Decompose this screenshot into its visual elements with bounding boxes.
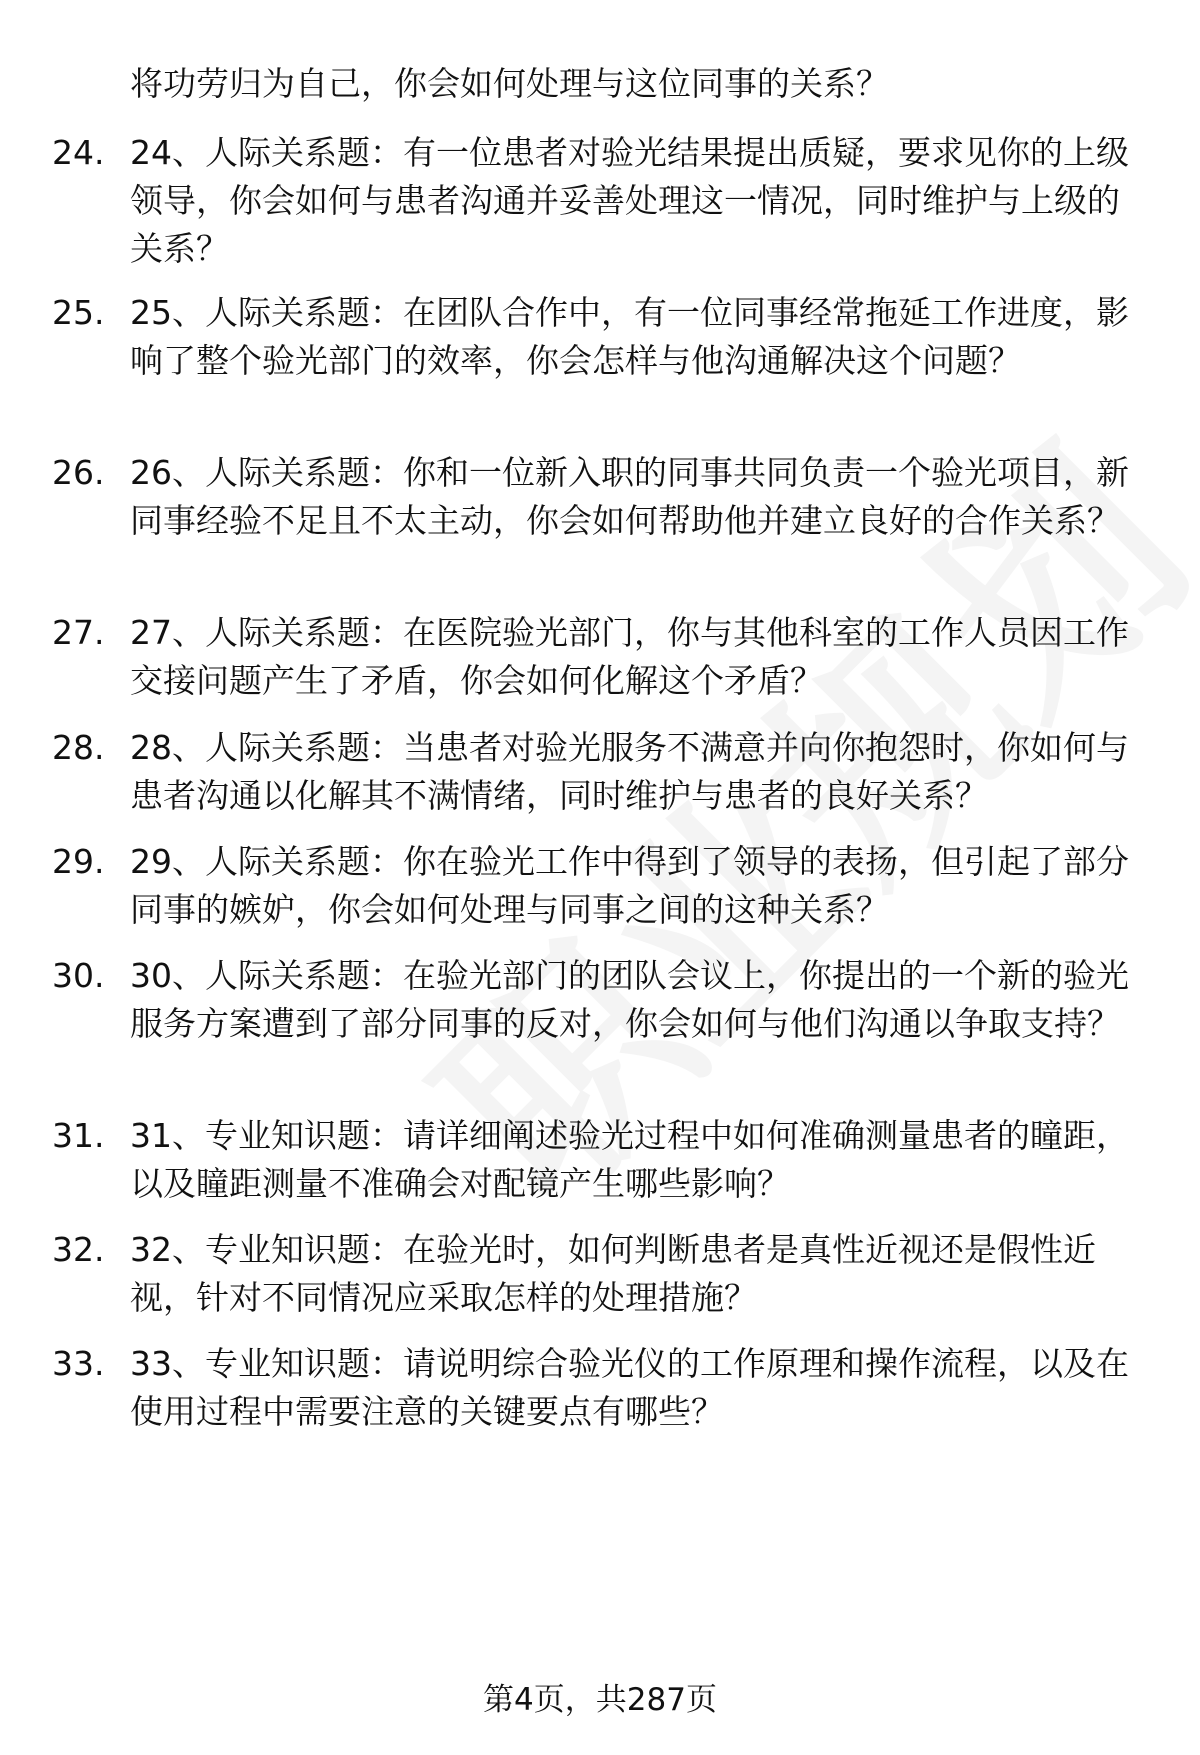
- item-number: 32.: [52, 1230, 105, 1269]
- item-text: 29、人际关系题：你在验光工作中得到了领导的表扬，但引起了部分同事的嫉妒，你会如何处理与同事之间的这种关系？: [130, 842, 1129, 929]
- item-number: 28.: [52, 728, 105, 767]
- item-text: 33、专业知识题：请说明综合验光仪的工作原理和操作流程，以及在使用过程中需要注意的关键要点有哪些？: [130, 1344, 1129, 1431]
- item-number: 24.: [52, 133, 105, 172]
- continuation-text: 将功劳归为自己，你会如何处理与这位同事的关系？: [130, 64, 889, 103]
- item-text: 28、人际关系题：当患者对验光服务不满意并向你抱怨时，你如何与患者沟通以化解其不满情绪，同时维护与患者的良好关系？: [130, 728, 1129, 815]
- item-text: 31、专业知识题：请详细阐述验光过程中如何准确测量患者的瞳距，以及瞳距测量不准确会对配镜产生哪些影响？: [130, 1116, 1129, 1203]
- item-text: 26、人际关系题：你和一位新入职的同事共同负责一个验光项目，新同事经验不足且不太主动，你会如何帮助他并建立良好的合作关系？: [130, 453, 1129, 540]
- item-text: 24、人际关系题：有一位患者对验光结果提出质疑，要求见你的上级领导，你会如何与患者沟通并妥善处理这一情况，同时维护与上级的关系？: [130, 133, 1129, 268]
- item-text: 32、专业知识题：在验光时，如何判断患者是真性近视还是假性近视，针对不同情况应采取怎样的处理措施？: [130, 1230, 1096, 1317]
- page-footer: 第4页，共287页: [483, 1682, 717, 1718]
- item-text: 27、人际关系题：在医院验光部门，你与其他科室的工作人员因工作交接问题产生了矛盾，你会如何化解这个矛盾？: [130, 613, 1129, 700]
- item-number: 30.: [52, 956, 105, 995]
- item-text: 30、人际关系题：在验光部门的团队会议上，你提出的一个新的验光服务方案遭到了部分同事的反对，你会如何与他们沟通以争取支持？: [130, 956, 1129, 1043]
- item-number: 33.: [52, 1344, 105, 1383]
- item-number: 25.: [52, 293, 105, 332]
- item-number: 29.: [52, 842, 105, 881]
- item-number: 31.: [52, 1116, 105, 1155]
- item-text: 25、人际关系题：在团队合作中，有一位同事经常拖延工作进度，影响了整个验光部门的效率，你会怎样与他沟通解决这个问题？: [130, 293, 1129, 380]
- item-number: 27.: [52, 613, 105, 652]
- item-number: 26.: [52, 453, 105, 492]
